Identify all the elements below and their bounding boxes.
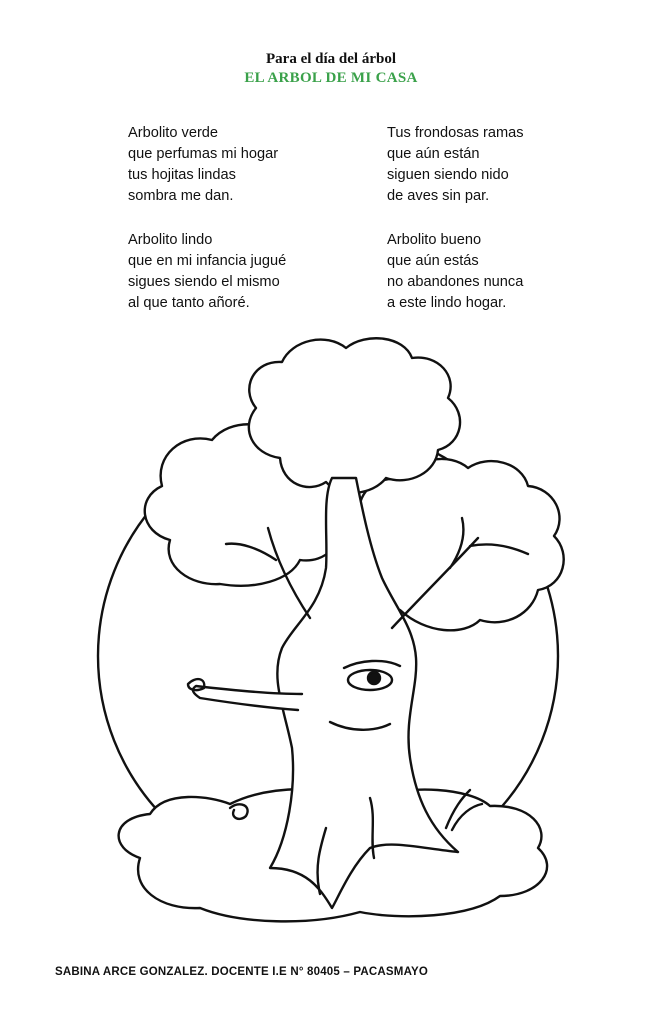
poem-line: siguen siendo nido (387, 167, 509, 183)
poem-line: Arbolito bueno (387, 232, 482, 248)
tree-pupil (368, 672, 380, 684)
poem-line: al que tanto añoré. (128, 295, 250, 311)
tree-coloring-illustration-icon (70, 328, 590, 928)
poem-line: sigues siendo el mismo (128, 274, 280, 290)
stanza-4 (387, 230, 523, 314)
poem-line: sombra me dan. (128, 188, 234, 204)
poem-line: que en mi infancia jugué (128, 253, 287, 269)
poem-line: tus hojitas lindas (128, 167, 236, 183)
poem-line: no abandones nunca (387, 274, 524, 290)
footer-credit: SABINA ARCE GONZALEZ. DOCENTE I.E N° 80405 – PACASMAYO (55, 966, 429, 978)
poem-line: Arbolito lindo (128, 232, 213, 248)
poem-line: que aún están (387, 146, 480, 162)
stanza-1 (128, 123, 278, 207)
poem-line: Tus frondosas ramas (387, 125, 524, 141)
poem-line: que aún estás (387, 253, 479, 269)
poem-title: EL ARBOL DE MI CASA (244, 70, 418, 86)
stanza-2 (128, 230, 286, 314)
poem-line: a este lindo hogar. (387, 295, 507, 311)
page-title: Para el día del árbol (266, 51, 396, 67)
poem-line: que perfumas mi hogar (128, 146, 279, 162)
poem-line: de aves sin par. (387, 188, 490, 204)
stanza-3 (387, 123, 524, 207)
poem-line: Arbolito verde (128, 125, 219, 141)
